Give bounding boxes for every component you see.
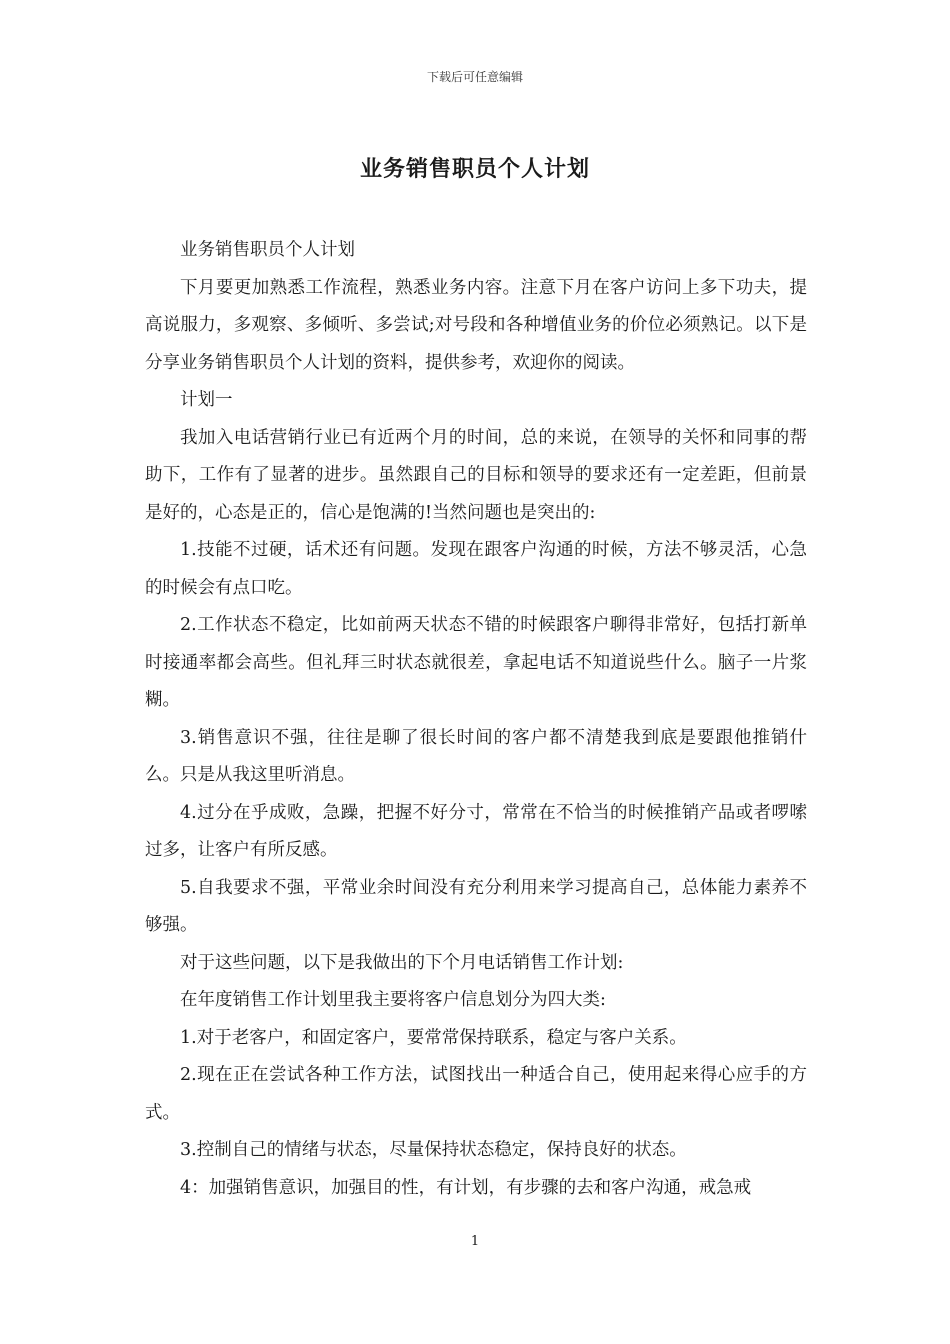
list-item: 2.工作状态不稳定，比如前两天状态不错的时候跟客户聊得非常好，包括打新单时接通率都会高些。但礼拜三时状态就很差，拿起电话不知道说些什么。脑子一片浆糊。 [145,615,807,710]
list-item: 1.对于老客户，和固定客户，要常常保持联系，稳定与客户关系。 [180,1027,687,1048]
paragraph-intro: 下月要更加熟悉工作流程，熟悉业务内容。注意下月在客户访问上多下功夫，提高说服力，多观察、多倾听、多尝试;对号段和各种增值业务的价位必须熟记。以下是分享业务销售职员个人计划的资料，提供参考，欢迎你的阅读。 [145,277,807,373]
paragraph-plan-heading: 计划一 [180,390,233,410]
list-item: 4.过分在乎成败，急躁，把握不好分寸，常常在不恰当的时候推销产品或者啰嗦过多，让客户有所反感。 [145,802,807,860]
page-title: 业务销售职员个人计划 [359,156,590,182]
list-item: 1.技能不过硬，话术还有问题。发现在跟客户沟通的时候，方法不够灵活，心急的时候会有点口吃。 [145,540,807,598]
document-body [145,232,807,1207]
page-number: 1 [470,1234,480,1249]
list-item: 3.销售意识不强，往往是聊了很长时间的客户都不清楚我到底是要跟他推销什么。只是从我这里听消息。 [145,727,807,785]
paragraph: 我加入电话营销行业已有近两个月的时间，总的来说，在领导的关怀和同事的帮助下，工作有了显著的进步。虽然跟自己的目标和领导的要求还有一定差距，但前景是好的，心态是正的，信心是饱满的!当然问题也是突出的: [145,427,807,523]
list-item: 2.现在正在尝试各种工作方法，试图找出一种适合自己，使用起来得心应手的方式。 [145,1065,807,1123]
paragraph: 在年度销售工作计划里我主要将客户信息划分为四大类: [180,990,606,1010]
paragraph: 对于这些问题，以下是我做出的下个月电话销售工作计划: [180,952,624,973]
list-item: 4：加强销售意识，加强目的性，有计划，有步骤的去和客户沟通，戒急戒 [180,1177,752,1198]
header-note: 下载后可任意编辑 [426,70,523,84]
list-item: 5.自我要求不强，平常业余时间没有充分利用来学习提高自己，总体能力素养不够强。 [145,877,807,935]
list-item: 3.控制自己的情绪与状态，尽量保持状态稳定，保持良好的状态。 [180,1140,687,1160]
paragraph-subtitle: 业务销售职员个人计划 [180,240,355,260]
